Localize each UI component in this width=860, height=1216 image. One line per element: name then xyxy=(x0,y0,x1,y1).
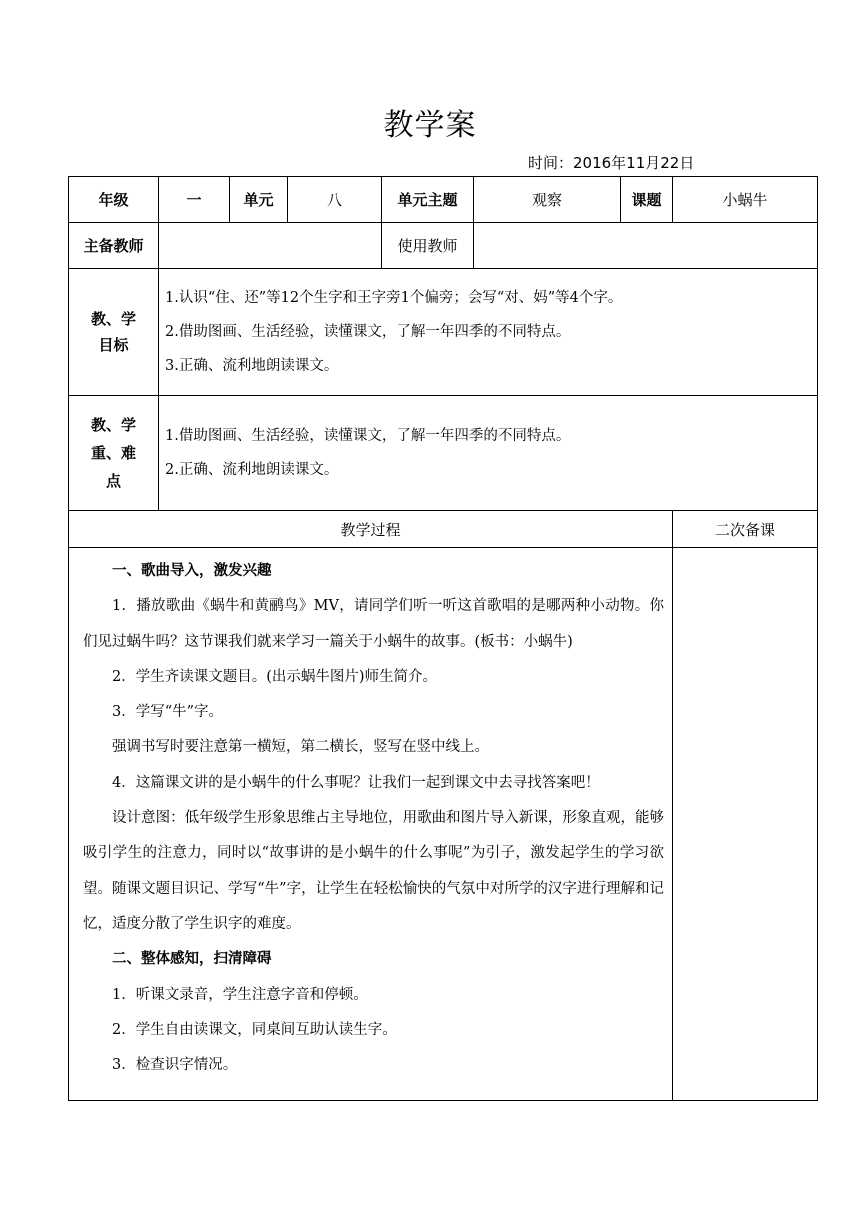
process-content xyxy=(69,548,673,1101)
unit-label: 单元 xyxy=(230,177,288,223)
keypoint-item: 1.借助图画、生活经验，读懂课文，了解一年四季的不同特点。 xyxy=(165,428,571,444)
main-teacher-value xyxy=(159,223,382,269)
theme-label: 单元主题 xyxy=(382,177,474,223)
goal-item: 2.借助图画、生活经验，读懂课文，了解一年四季的不同特点。 xyxy=(165,324,571,340)
user-teacher-label: 使用教师 xyxy=(382,223,474,269)
date-line: 时间：2016年11月22日 xyxy=(528,154,695,172)
process-paragraph: 1．播放歌曲《蜗牛和黄鹂鸟》MV，请同学们听一听这首歌唱的是哪两种小动物。你们见过蜗牛吗？这节课我们就来学习一篇关于小蜗牛的故事。(板书：小蜗牛) xyxy=(83,598,665,650)
keypoints-content xyxy=(159,396,818,511)
second-prep-header: 二次备课 xyxy=(673,511,818,548)
goals-label: 教、学 目标 xyxy=(69,269,159,396)
topic-label: 课题 xyxy=(621,177,673,223)
document-title: 教学案 xyxy=(383,108,477,143)
theme-value: 观察 xyxy=(474,177,621,223)
process-paragraph: 4．这篇课文讲的是小蜗牛的什么事呢？让我们一起到课文中去寻找答案吧！ xyxy=(112,774,600,791)
section-title: 二、整体感知，扫清障碍 xyxy=(112,951,272,968)
main-teacher-label: 主备教师 xyxy=(69,223,159,269)
unit-value: 八 xyxy=(288,177,382,223)
user-teacher-value xyxy=(474,223,818,269)
goals-content xyxy=(159,269,818,396)
keypoints-label: 教、学 重、难 点 xyxy=(69,396,159,511)
section-title: 一、歌曲导入，激发兴趣 xyxy=(112,563,272,579)
process-paragraph: 2．学生自由读课文，同桌间互助认读生字。 xyxy=(112,1021,397,1038)
topic-value: 小蜗牛 xyxy=(673,177,818,223)
process-paragraph: 2．学生齐读课文题目。(出示蜗牛图片)师生简介。 xyxy=(112,668,438,685)
second-prep-content xyxy=(673,548,818,1101)
keypoint-item: 2.正确、流利地朗读课文。 xyxy=(165,462,339,478)
process-paragraph: 3．检查识字情况。 xyxy=(112,1057,238,1074)
grade-label: 年级 xyxy=(69,177,159,223)
process-paragraph: 强调书写时要注意第一横短，第二横长，竖写在竖中线上。 xyxy=(112,739,489,756)
process-header: 教学过程 xyxy=(69,511,673,548)
goal-item: 1.认识“住、还”等12个生字和王字旁1个偏旁；会写“对、妈”等4个字。 xyxy=(165,290,623,306)
process-paragraph: 1．听课文录音，学生注意字音和停顿。 xyxy=(112,986,368,1003)
lesson-plan-table xyxy=(68,176,818,1101)
design-intent-paragraph: 设计意图：低年级学生形象思维占主导地位，用歌曲和图片导入新课，形象直观，能够吸引学生的注意力，同时以“故事讲的是小蜗牛的什么事呢”为引子，激发起学生的学习欲望。随课文题目识记、学写“牛”字，让学生在轻松愉快的气氛中对所学的汉字进行理解和记忆，适度分散了学生识字的难度。 xyxy=(83,810,665,932)
process-paragraph: 3．学写“牛”字。 xyxy=(112,704,224,721)
grade-value: 一 xyxy=(159,177,230,223)
goal-item: 3.正确、流利地朗读课文。 xyxy=(165,358,339,374)
